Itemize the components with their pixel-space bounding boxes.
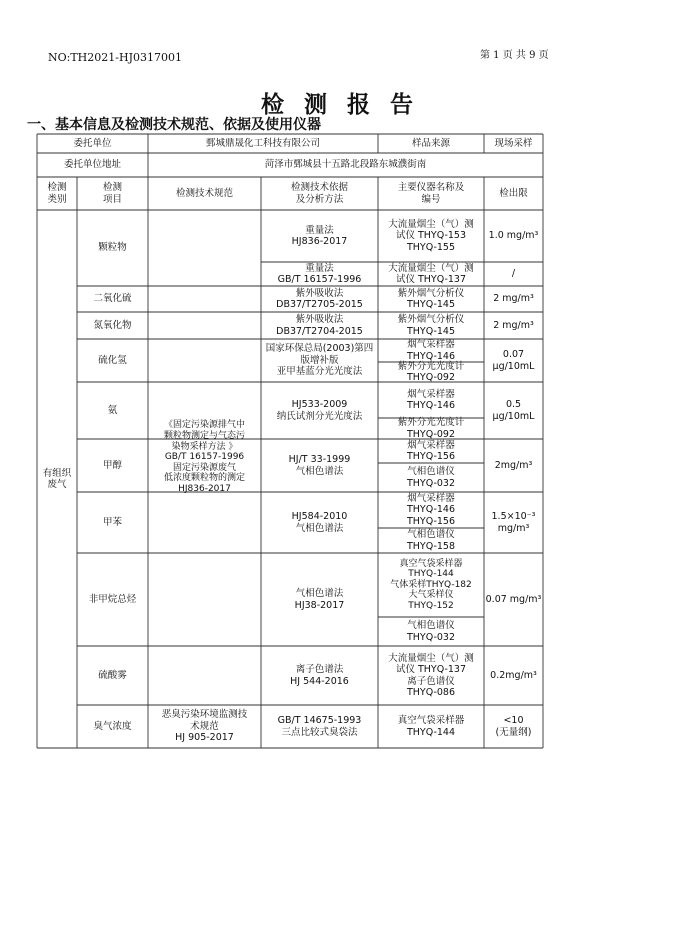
instrument-pm2 [378,262,484,286]
method-nh3-line: 纳氏试剂分光光度法 [276,410,363,422]
spec-main-line: 固定污染源废气 [172,462,236,473]
item-so2 [77,286,148,312]
instrument-so2 [378,286,484,312]
method-so2-line: DB37/T2705-2015 [276,299,363,310]
client-label-line: 委托单位 [73,137,112,149]
limit-odor [484,705,543,748]
spec-odor-line: HJ 905-2017 [175,732,234,744]
instrument-h2s-sampler-line: THYQ-146 [406,350,456,362]
item-toluene [77,492,148,553]
spec-odor-line: 术规范 [190,720,219,732]
method-odor [261,705,378,748]
method-h2s-line: 亚甲基蓝分光光度法 [276,366,363,378]
method-odor-line: GB/T 14675-1993 [277,715,362,726]
method-pm2-line: 重量法 [305,262,334,274]
item-acid-line: 硫酸雾 [98,669,127,681]
col-method-line: 检测技术依据 [290,182,348,193]
limit-h2s-line: μg/10mL [492,360,535,372]
method-pm1 [261,210,378,262]
report-number: NO:TH2021-HJ0317001 [48,51,182,64]
instrument-nh3-analyzer-line: THYQ-092 [406,428,456,440]
instrument-h2s-sampler-line: 烟气采样器 [407,339,455,350]
instrument-toluene-analyzer-line: THYQ-158 [406,540,456,552]
spec-odor-line: 恶臭污染环境监测技 [161,709,248,721]
instrument-odor [378,705,484,748]
spec-main [148,210,261,705]
report-title: 检 测 报 告 [260,91,420,118]
method-nh3-line: HJ533-2009 [291,399,348,410]
col-item-line: 检测 [102,182,122,193]
method-h2s-line: 版增补版 [300,354,339,366]
limit-pm2 [484,262,543,286]
instrument-nmhc-sampler-line: 大气采样仪 [408,590,454,601]
method-acid [261,646,378,705]
address-label [37,153,148,177]
instrument-nmhc-analyzer-line: THYQ-032 [406,631,456,643]
instrument-pm2-line: 大流量烟尘（气）测 [388,262,474,274]
instrument-acid-line: 大流量烟尘（气）测 [388,652,474,664]
limit-methanol-line: 2mg/m³ [494,459,533,471]
instrument-so2-line: THYQ-145 [406,299,456,310]
item-pm [77,210,148,286]
instrument-nmhc-analyzer-line: 气相色谱仪 [407,620,455,631]
instrument-toluene-analyzer-line: 气相色谱仪 [407,529,455,540]
instrument-methanol-sampler [378,439,484,463]
limit-h2s [484,339,543,382]
instrument-nh3-analyzer-line: 紫外分光光度计 [397,417,465,428]
col-spec-line: 检测技术规范 [175,187,233,199]
col-limit [484,177,543,210]
limit-pm1-line: 1.0 mg/m³ [488,230,539,242]
source-label [378,134,484,153]
instrument-methanol-analyzer [378,463,484,492]
instrument-methanol-sampler-line: 烟气采样器 [407,439,455,451]
source-value [484,134,543,153]
instrument-pm2-line: 试仪 THYQ-137 [395,274,467,285]
instrument-nh3-sampler-line: THYQ-146 [406,400,456,411]
method-pm1-line: HJ836-2017 [291,236,348,247]
col-limit-line: 检出限 [499,187,528,199]
instrument-h2s-analyzer [378,362,484,382]
limit-nh3-line: μg/10mL [492,410,535,422]
item-toluene-line: 甲苯 [102,516,122,528]
instrument-odor-line: THYQ-144 [406,726,456,738]
instrument-nmhc-sampler [378,553,484,617]
category-cell-line: 有组织 [42,467,72,479]
col-instrument [378,177,484,210]
instrument-toluene-sampler-line: THYQ-156 [406,515,456,527]
item-h2s-line: 硫化氢 [98,354,127,366]
limit-nmhc-line: 0.07 mg/m³ [485,593,542,605]
limit-pm2-line: / [511,268,516,280]
client-label [37,134,148,153]
limit-toluene [484,492,543,553]
limit-nox [484,312,543,339]
limit-toluene-line: 1.5×10⁻³ [491,511,536,522]
method-nox-line: 紫外吸收法 [295,314,344,325]
source-value-line: 现场采样 [494,137,533,149]
method-methanol [261,439,378,492]
spec-main-line: HJ836-2017 [178,483,231,494]
instrument-methanol-sampler-line: THYQ-156 [406,451,456,462]
instrument-so2-line: 紫外烟气分析仪 [397,287,465,299]
item-h2s [77,339,148,382]
item-odor-line: 臭气浓度 [93,720,132,732]
instrument-methanol-analyzer-line: 气相色谱仪 [407,466,455,477]
instrument-toluene-sampler-line: THYQ-146 [406,504,456,516]
instrument-pm1 [378,210,484,262]
instrument-h2s-analyzer-line: THYQ-092 [406,372,456,383]
instrument-nox-line: THYQ-145 [406,325,456,337]
instrument-odor-line: 真空气袋采样器 [397,715,465,726]
item-nox-line: 氮氧化物 [93,319,132,331]
address-label-line: 委托单位地址 [63,159,121,171]
method-odor-line: 三点比较式臭袋法 [281,726,358,738]
limit-so2 [484,286,543,312]
method-pm2 [261,262,378,286]
method-so2-line: 紫外吸收法 [295,287,344,299]
limit-acid [484,646,543,705]
col-instrument-line: 编号 [421,193,441,205]
method-nh3 [261,382,378,439]
method-methanol-line: 气相色谱法 [295,465,344,477]
spec-main-line: GB/T 16157-1996 [164,452,245,463]
source-label-line: 样品来源 [411,137,450,149]
method-nmhc [261,553,378,646]
method-nox-line: DB37/T2704-2015 [276,325,363,337]
limit-toluene-line: mg/m³ [497,522,530,534]
limit-h2s-line: 0.07 [502,349,525,360]
method-toluene-line: HJ584-2010 [291,511,348,522]
limit-acid-line: 0.2mg/m³ [490,669,537,681]
limit-pm1 [484,210,543,262]
spec-main-line: 《固定污染源排气中 [163,420,245,431]
instrument-acid-line: 离子色谱仪 [407,675,455,687]
instrument-toluene-analyzer [378,528,484,553]
item-nmhc [77,553,148,646]
method-h2s-line: 国家环保总局(2003)第四 [265,343,374,355]
limit-methanol [484,439,543,492]
address-value-line: 菏泽市鄄城县十五路北段路东城濮街南 [264,159,427,171]
category-cell-line: 废气 [47,479,67,490]
instrument-nmhc-sampler-line: 气体采样THYQ-182 [390,579,472,590]
client-value-line: 鄄城鼎晟化工科技有限公司 [205,137,320,149]
method-pm1-line: 重量法 [305,224,334,236]
instrument-nox [378,312,484,339]
spec-main-line: 染物采样方法 》 [171,441,238,452]
limit-nox-line: 2 mg/m³ [493,319,534,331]
limit-so2-line: 2 mg/m³ [493,293,534,305]
limit-nmhc [484,553,543,646]
col-category-line: 检测 [47,182,67,193]
col-item-line: 项目 [102,193,122,205]
method-toluene-line: 气相色谱法 [295,522,344,534]
item-acid [77,646,148,705]
col-method [261,177,378,210]
method-pm2-line: GB/T 16157-1996 [277,274,362,285]
instrument-acid-line: THYQ-086 [406,687,456,698]
method-so2 [261,286,378,312]
col-category [37,177,77,210]
method-methanol-line: HJ/T 33-1999 [288,454,351,465]
instrument-pm1-line: THYQ-155 [406,241,456,253]
col-method-line: 及分析方法 [295,193,344,205]
item-so2-line: 二氧化硫 [93,293,132,305]
limit-odor-line: (无量纲) [495,726,532,738]
instrument-h2s-analyzer-line: 紫外分光光度计 [397,360,465,372]
address-value [148,153,543,177]
method-nox [261,312,378,339]
item-nh3 [77,382,148,439]
method-acid-line: 离子色谱法 [295,664,344,675]
item-pm-line: 颗粒物 [98,242,127,254]
instrument-nh3-analyzer [378,418,484,439]
method-nmhc-line: 气相色谱法 [295,588,344,599]
instrument-nmhc-sampler-line: THYQ-144 [408,569,454,580]
instrument-acid-line: 试仪 THYQ-137 [395,664,467,675]
method-acid-line: HJ 544-2016 [290,675,349,687]
method-toluene [261,492,378,553]
spec-main-line: 颗粒物测定与气态污 [163,431,245,442]
instrument-methanol-analyzer-line: THYQ-032 [406,477,456,489]
item-nox [77,312,148,339]
item-nh3-line: 氨 [107,404,118,416]
limit-nh3-line: 0.5 [505,399,522,410]
instrument-acid [378,646,484,705]
item-nmhc-line: 非甲烷总烃 [88,593,137,605]
instrument-pm1-line: 大流量烟尘（气）测 [388,218,474,230]
spec-main-line: 低浓度颗粒物的测定 [163,473,245,484]
page-number: 第 1 页 共 9 页 [480,50,549,61]
method-nmhc-line: HJ38-2017 [294,599,345,611]
instrument-toluene-sampler [378,492,484,528]
item-odor [77,705,148,748]
col-instrument-line: 主要仪器名称及 [397,182,465,193]
instrument-nmhc-sampler-line: 真空气袋采样器 [399,558,463,569]
item-methanol-line: 甲醇 [102,459,122,471]
instrument-nmhc-sampler-line: THYQ-152 [408,600,454,611]
instrument-nh3-sampler [378,382,484,418]
col-item [77,177,148,210]
category-cell [37,210,77,748]
instrument-pm1-line: 试仪 THYQ-153 [395,230,467,242]
instrument-nmhc-analyzer [378,617,484,646]
limit-odor-line: <10 [503,715,524,726]
instrument-nh3-sampler-line: 烟气采样器 [407,388,455,400]
section-heading: 一、基本信息及检测技术规范、依据及使用仪器 [27,117,321,133]
instrument-h2s-sampler [378,339,484,362]
limit-nh3 [484,382,543,439]
item-methanol [77,439,148,492]
client-value [148,134,378,153]
instrument-nox-line: 紫外烟气分析仪 [397,314,465,325]
col-spec [148,177,261,210]
spec-odor [148,705,261,748]
method-h2s [261,339,378,382]
instrument-toluene-sampler-line: 烟气采样器 [407,492,455,504]
col-category-line: 类别 [47,193,67,205]
